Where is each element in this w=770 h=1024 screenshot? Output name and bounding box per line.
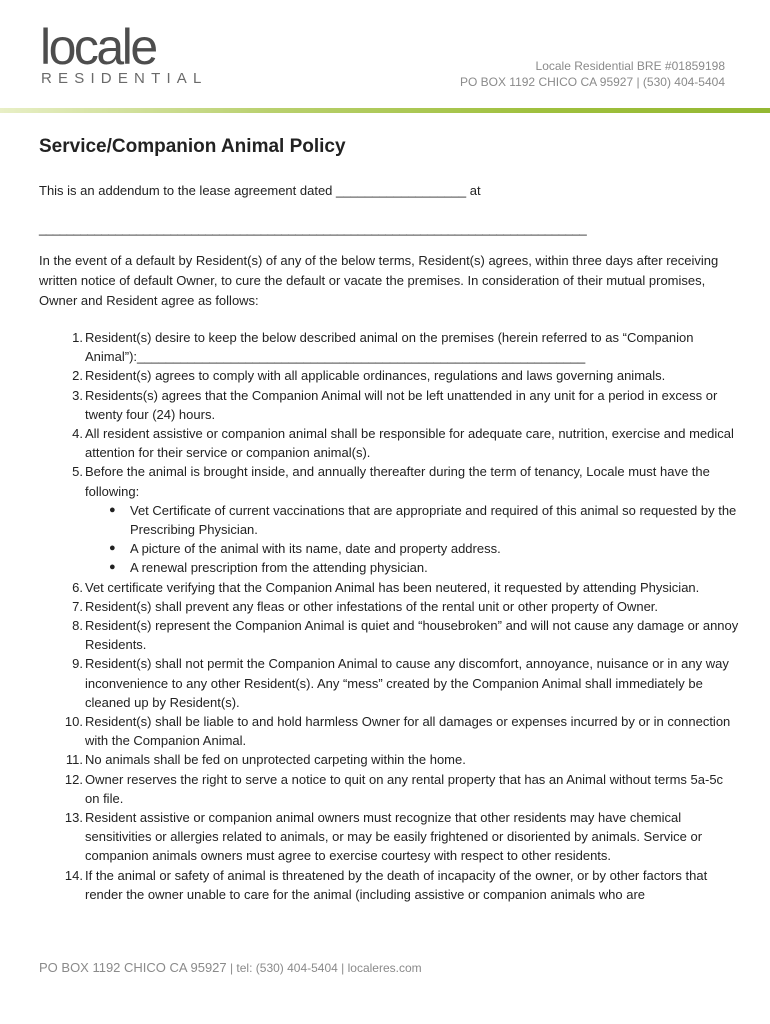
sub-requirement-text: Vet Certificate of current vaccinations that are appropriate and required of this animal so requested by the Prescribing Physician. bbox=[130, 502, 737, 538]
term-text: Vet certificate verifying that the Companion Animal has been neutered, it requested by attending Physician. bbox=[85, 579, 700, 595]
page-footer bbox=[39, 960, 422, 975]
term-number: 7. bbox=[72, 598, 83, 614]
term-item bbox=[39, 616, 739, 654]
logo-wordmark: locale bbox=[40, 19, 156, 75]
term-text: If the animal or safety of animal is threatened by the death of incapacity of the owner, or by other factors that render the owner unable to care for the animal (including assistive or companion animals who are bbox=[85, 867, 708, 902]
address-blank-line: _______________________________________________________________________________ bbox=[39, 221, 587, 236]
footer-address: PO BOX 1192 CHICO CA 95927 bbox=[39, 960, 227, 975]
term-item bbox=[39, 770, 739, 808]
term-number: 14. bbox=[64, 867, 83, 883]
locale-residential-logo bbox=[40, 19, 208, 87]
term-number: 2. bbox=[72, 368, 83, 384]
term-number: 9. bbox=[72, 656, 83, 672]
term-item bbox=[39, 712, 739, 750]
term-number: 5. bbox=[72, 464, 83, 480]
term-number: 4. bbox=[72, 426, 83, 442]
term-text: Resident(s) shall prevent any fleas or other infestations of the rental unit or other property of Owner. bbox=[85, 598, 659, 614]
term-number: 13. bbox=[64, 810, 83, 826]
bullet-icon: ● bbox=[109, 503, 116, 516]
term-number: 10. bbox=[64, 714, 83, 730]
page-title: Service/Companion Animal Policy bbox=[39, 136, 346, 157]
term-number: 8. bbox=[72, 618, 83, 634]
sub-requirement-item bbox=[39, 558, 739, 577]
bullet-icon: ● bbox=[109, 542, 116, 555]
term-number: 12. bbox=[64, 771, 83, 787]
company-header-info bbox=[460, 58, 725, 90]
term-text: Resident(s) shall be liable to and hold harmless Owner for all damages or expenses incurred by or in connection with the Companion Animal. bbox=[85, 714, 731, 749]
term-text: Resident(s) desire to keep the below described animal on the premises (herein referred to as “Companion Animal”):______________________________________________________________ bbox=[85, 330, 694, 365]
logo-subtitle: RESIDENTIAL bbox=[41, 70, 208, 87]
term-item bbox=[39, 750, 739, 769]
term-text: All resident assistive or companion animal shall be responsible for adequate care, nutrition, exercise and medical attention for their service or companion animal(s). bbox=[85, 426, 734, 461]
term-item bbox=[39, 386, 739, 424]
term-number: 1. bbox=[72, 330, 83, 345]
license-line: Locale Residential BRE #01859198 bbox=[535, 59, 725, 73]
addendum-line: This is an addendum to the lease agreement dated __________________ at bbox=[39, 183, 481, 198]
bullet-icon: ● bbox=[109, 561, 116, 574]
term-number: 11. bbox=[65, 752, 83, 768]
term-number: 3. bbox=[72, 387, 83, 403]
term-number: 6. bbox=[72, 579, 83, 595]
term-text: Resident assistive or companion animal owners must recognize that other residents may have chemical sensitivities or allergies related to animals, or may be easily frightened or disoriented by animals. Service or companion animals owners must agree to exercise courtesy with respect to other residents. bbox=[85, 810, 703, 864]
term-item bbox=[39, 424, 739, 462]
terms-list bbox=[39, 328, 739, 904]
term-text: Resident(s) represent the Companion Animal is quiet and “housebroken” and will not cause any damage or annoy Residents. bbox=[85, 618, 739, 653]
intro-paragraph: In the event of a default by Resident(s) of any of the below terms, Resident(s) agrees, within three days after receiving written notice of default Owner, to cure the default or vacate the premises. In consideration of their mutual promises, Owner and Resident agree as follows: bbox=[39, 253, 719, 308]
term-item bbox=[39, 597, 739, 616]
sub-requirement-text: A renewal prescription from the attending physician. bbox=[130, 560, 428, 576]
header-divider bbox=[0, 108, 770, 113]
sub-requirement-text: A picture of the animal with its name, date and property address. bbox=[130, 541, 501, 557]
term-item bbox=[39, 462, 739, 500]
term-text: Residents(s) agrees that the Companion Animal will not be left unattended in any unit for a period in excess or twenty four (24) hours. bbox=[85, 387, 718, 422]
term-item bbox=[39, 808, 739, 866]
sub-requirement-item bbox=[39, 539, 739, 558]
sub-requirement-item bbox=[39, 501, 739, 539]
term-item bbox=[39, 328, 739, 366]
term-item bbox=[39, 866, 739, 904]
address-phone-line: PO BOX 1192 CHICO CA 95927 | (530) 404-5404 bbox=[459, 75, 725, 89]
term-text: Resident(s) agrees to comply with all applicable ordinances, regulations and laws governing animals. bbox=[85, 368, 666, 384]
term-text: Owner reserves the right to serve a notice to quit on any rental property that has an Animal without terms 5a-5c on file. bbox=[85, 771, 724, 806]
term-item bbox=[39, 654, 739, 712]
term-text: Before the animal is brought inside, and annually thereafter during the term of tenancy, Locale must have the following: bbox=[85, 464, 710, 499]
footer-contact: | tel: (530) 404-5404 | localeres.com bbox=[226, 961, 422, 975]
term-item bbox=[39, 578, 739, 597]
term-item bbox=[39, 366, 739, 385]
term-text: Resident(s) shall not permit the Companion Animal to cause any discomfort, annoyance, nuisance or in any way inconvenience to any other Resident(s). Any “mess” created by the Companion Animal shall immediately be cleaned up by Resident(s). bbox=[85, 656, 729, 710]
term-text: No animals shall be fed on unprotected carpeting within the home. bbox=[85, 752, 466, 768]
